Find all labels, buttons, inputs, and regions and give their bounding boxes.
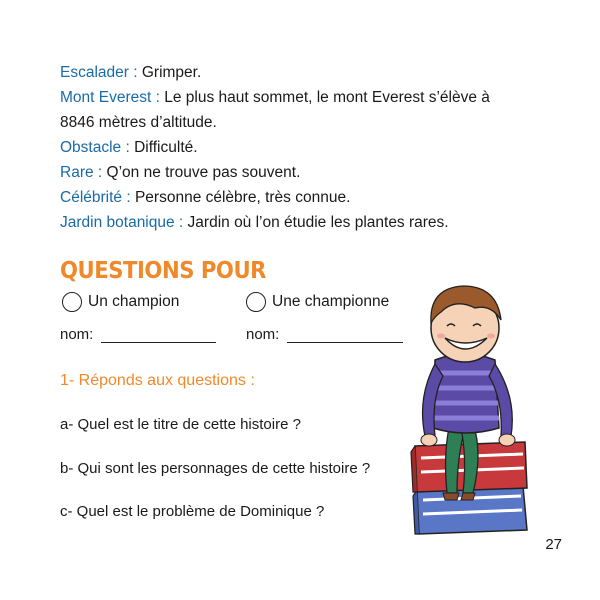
name-field-champion (60, 326, 216, 343)
question-a: a- Quel est le titre de cette histoire ? (60, 416, 301, 433)
glossary-term: Célébrité : (60, 189, 131, 206)
option-champion[interactable] (62, 292, 179, 312)
exercise-subtitle: 1- Réponds aux questions : (60, 372, 255, 389)
checkbox-circle[interactable] (62, 292, 82, 312)
glossary-line (60, 60, 530, 85)
glossary-definition: Jardin où l’on étudie les plantes rares. (183, 214, 449, 231)
glossary-line (60, 85, 530, 110)
option-championne[interactable] (246, 292, 389, 312)
option-label: Une championne (272, 293, 390, 310)
glossary-definition: Difficulté. (129, 139, 198, 156)
head-icon (431, 286, 501, 362)
checkbox-circle[interactable] (246, 292, 266, 312)
glossary-definition: Le plus haut sommet, le mont Everest s’élève à (159, 89, 490, 106)
glossary-definition: 8846 mètres d’altitude. (60, 114, 217, 131)
glossary-term: Rare : (60, 164, 103, 181)
glossary-line (60, 210, 530, 235)
glossary (60, 60, 530, 235)
name-blank[interactable] (287, 328, 403, 343)
glossary-term: Obstacle : (60, 139, 130, 156)
option-label: Un champion (88, 293, 180, 310)
sweater-icon (421, 354, 515, 446)
questions-title: QUESTIONS POUR (60, 258, 267, 284)
glossary-term: Escalader : (60, 64, 138, 81)
glossary-line (60, 185, 530, 210)
glossary-definition: Personne célèbre, très connue. (130, 189, 351, 206)
nom-label: nom: (246, 326, 280, 343)
glossary-line (60, 110, 530, 135)
nom-label: nom: (60, 326, 94, 343)
glossary-definition: Q’on ne trouve pas souvent. (102, 164, 301, 181)
name-blank[interactable] (101, 328, 216, 343)
question-b: b- Qui sont les personnages de cette histoire ? (60, 460, 371, 477)
glossary-line (60, 135, 530, 160)
glossary-definition: Grimper. (137, 64, 202, 81)
glossary-term: Mont Everest : (60, 89, 160, 106)
question-c: c- Quel est le problème de Dominique ? (60, 503, 325, 520)
page-number: 27 (545, 536, 562, 553)
child-on-books-illustration (395, 268, 545, 538)
name-field-championne (246, 326, 403, 343)
glossary-line (60, 160, 530, 185)
glossary-term: Jardin botanique : (60, 214, 184, 231)
